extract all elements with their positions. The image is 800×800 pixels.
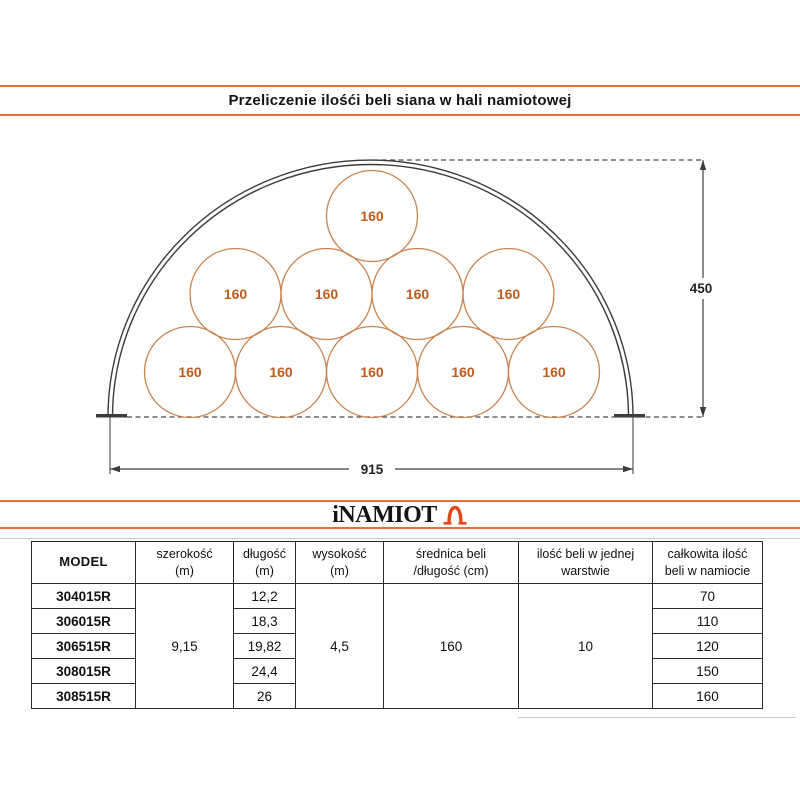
divider-line — [0, 538, 800, 539]
column-header-dlugosc — [234, 542, 296, 584]
bale-label: 160 — [223, 286, 248, 302]
bale-label: 160 — [178, 364, 202, 380]
model-cell: 306515R — [32, 634, 136, 659]
bale-label: 160 — [496, 286, 521, 302]
wysokosc-merged-cell: 4,5 — [296, 584, 384, 709]
header-line: ilość beli w jednej — [536, 547, 635, 562]
dlugosc-cell: 12,2 — [234, 584, 296, 609]
header-line: (m) — [255, 563, 274, 578]
model-cell: 308515R — [32, 684, 136, 709]
header-line: wysokość — [312, 547, 367, 562]
szerokosc-merged-cell: 9,15 — [136, 584, 234, 709]
bale-label: 160 — [405, 286, 430, 302]
dlugosc-cell: 18,3 — [234, 609, 296, 634]
model-cell: 308015R — [32, 659, 136, 684]
height-dimension-label: 450 — [689, 281, 713, 296]
model-cell: 304015R — [32, 584, 136, 609]
divider-line — [518, 717, 796, 718]
header-line: długość — [242, 547, 287, 562]
page-title: Przeliczenie ilośći beli siana w hali namiotowej — [228, 92, 572, 109]
column-header-szerokosc — [136, 542, 234, 584]
header-line: beli w namiocie — [664, 563, 751, 578]
table-header-row — [32, 542, 763, 584]
dimension-height — [683, 160, 720, 417]
column-header-wysokosc — [296, 542, 384, 584]
tent-arch-icon — [442, 502, 468, 527]
dlugosc-cell: 19,82 — [234, 634, 296, 659]
dimension-width — [110, 417, 633, 479]
header-line: całkowita ilość — [667, 547, 748, 562]
calkowita-cell: 160 — [653, 684, 763, 709]
column-header-calkowita — [653, 542, 763, 584]
logo-text: iNAMIOT — [332, 501, 437, 528]
header-line: szerokość — [156, 547, 213, 562]
calkowita-cell: 150 — [653, 659, 763, 684]
calkowita-cell: 120 — [653, 634, 763, 659]
bale-label: 160 — [314, 286, 339, 302]
srednica-merged-cell: 160 — [384, 584, 519, 709]
calkowita-cell: 110 — [653, 609, 763, 634]
bale-label: 160 — [451, 364, 475, 380]
header-line: warstwie — [561, 563, 610, 578]
header-line: średnica beli — [415, 547, 487, 562]
model-cell: 306015R — [32, 609, 136, 634]
spec-table — [31, 541, 763, 709]
dlugosc-cell: 24,4 — [234, 659, 296, 684]
bale-label: 160 — [542, 364, 566, 380]
bale-label: 160 — [360, 208, 384, 224]
ilosc-warstwa-merged-cell: 10 — [519, 584, 653, 709]
logo-band — [0, 500, 800, 529]
header-line: MODEL — [59, 554, 108, 570]
dlugosc-cell: 26 — [234, 684, 296, 709]
width-dimension-label: 915 — [360, 462, 384, 477]
header-line: (m) — [330, 563, 349, 578]
title-band — [0, 85, 800, 116]
column-header-ilosc-warstwa — [519, 542, 653, 584]
header-line: /długość (cm) — [413, 563, 489, 578]
column-header-srednica — [384, 542, 519, 584]
calkowita-cell: 70 — [653, 584, 763, 609]
bale-label: 160 — [360, 364, 384, 380]
table-row — [32, 584, 763, 609]
header-line: (m) — [175, 563, 194, 578]
column-header-model — [32, 542, 136, 584]
tent-diagram — [60, 140, 760, 485]
bale-label: 160 — [269, 364, 293, 380]
